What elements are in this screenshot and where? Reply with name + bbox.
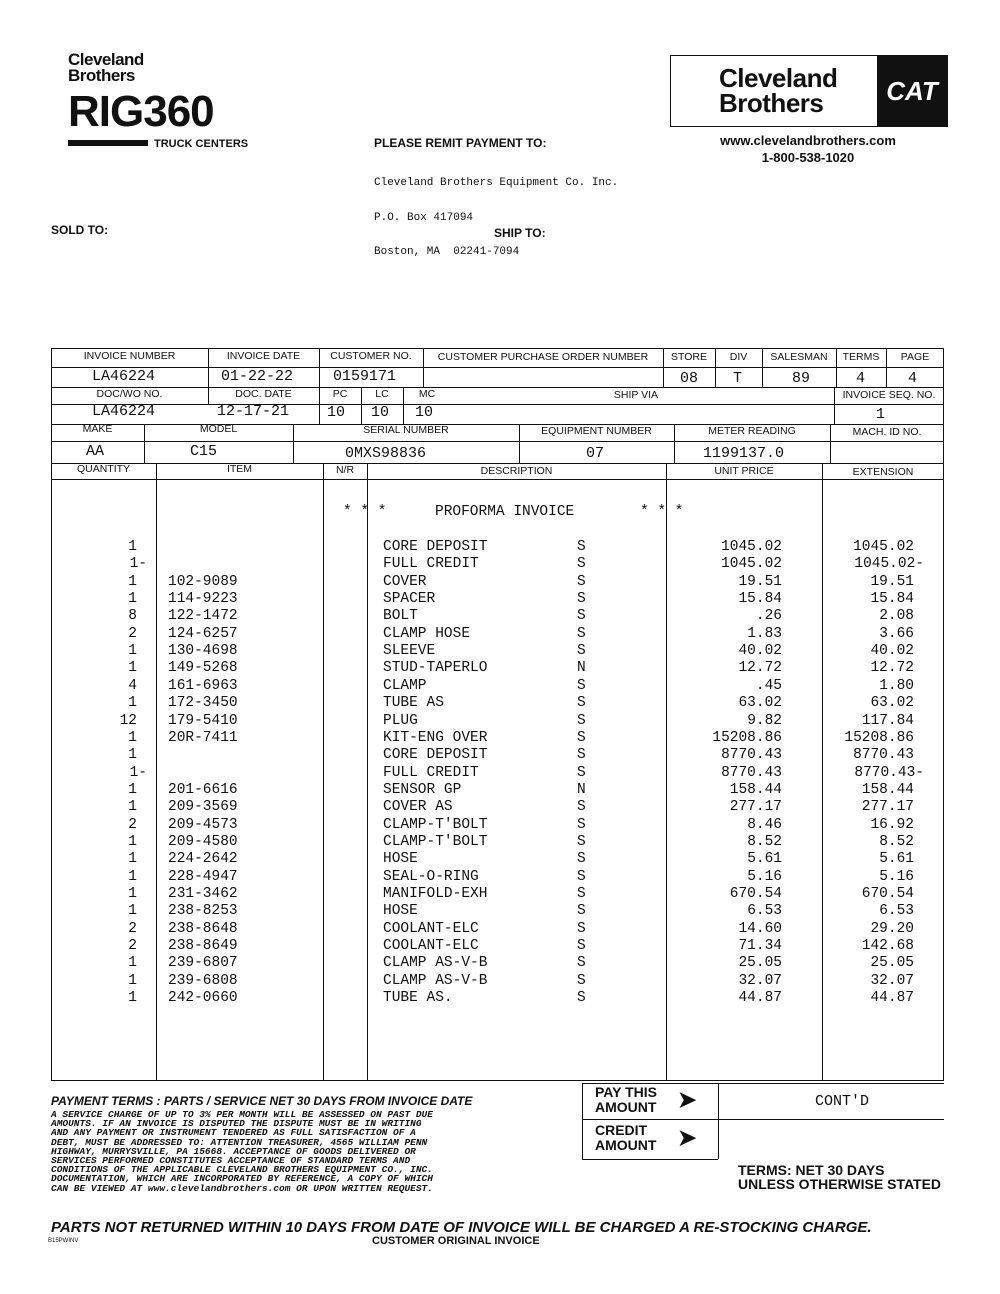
- hdr-customer-no: CUSTOMER NO.: [330, 350, 412, 362]
- line-extension: 16.92: [870, 816, 914, 833]
- hdr-pc: PC: [332, 388, 348, 400]
- line-extension: 5.61: [879, 851, 914, 868]
- line-item-number: 20R-7411: [168, 729, 238, 746]
- remit-line1: Cleveland Brothers Equipment Co. Inc.: [374, 177, 619, 189]
- line-quantity: 1: [128, 643, 137, 660]
- line-description: SPACER: [383, 591, 436, 608]
- hdr-store: STORE: [671, 351, 707, 363]
- line-extension: 142.68: [861, 938, 914, 955]
- terms-net: [738, 1163, 941, 1191]
- cat-logo-icon: CAT: [877, 56, 947, 126]
- line-extension: 40.02: [870, 643, 914, 660]
- line-item-number: 238-8253: [168, 903, 238, 920]
- payment-terms-title: PAYMENT TERMS : PARTS / SERVICE NET 30 DAYS FROM INVOICE DATE: [51, 1094, 473, 1108]
- line-extension: 8770.43: [853, 747, 914, 764]
- hdr-extension: EXTENSION: [852, 466, 914, 478]
- line-quantity: 1: [128, 781, 137, 798]
- line-unit-price: 15208.86: [712, 729, 782, 746]
- line-code: S: [577, 990, 586, 1007]
- line-code: S: [577, 608, 586, 625]
- line-description: PLUG: [383, 712, 418, 729]
- lc-value: 10: [371, 404, 390, 421]
- make-value: AA: [86, 443, 105, 460]
- line-description: CLAMP: [383, 677, 427, 694]
- credit-label: CREDIT: [595, 1122, 648, 1138]
- terms-line: SERVICES PERFORMED CONSTITUTES ACCEPTANCE OF STANDARD TERMS AND: [51, 1155, 411, 1167]
- line-extension: 670.54: [861, 886, 914, 902]
- invoice-seq-value: 1: [876, 406, 886, 423]
- line-item-number: 122-1472: [168, 608, 238, 625]
- line-description: HOSE: [383, 903, 418, 920]
- line-item-number: 102-9089: [168, 573, 238, 590]
- terms-net-line2: UNLESS OTHERWISE STATED: [738, 1176, 942, 1192]
- line-item-number: 161-6963: [168, 677, 238, 694]
- hdr-make: MAKE: [82, 423, 113, 435]
- line-quantity: 1: [128, 903, 137, 920]
- line-unit-price: 19.51: [738, 573, 782, 590]
- line-unit-price: 1045.02: [721, 539, 782, 555]
- line-unit-price: 8.46: [747, 816, 782, 833]
- line-item-number: 209-4580: [168, 833, 238, 850]
- line-extension: 1045.02-: [854, 556, 924, 573]
- line-extension: 44.87: [870, 990, 914, 1007]
- line-code: S: [577, 903, 586, 920]
- line-description: SEAL-O-RING: [383, 868, 479, 885]
- payment-terms-body: [51, 1110, 561, 1193]
- hdr-ship-via: SHIP VIA: [613, 389, 659, 401]
- hdr-customer-po: CUSTOMER PURCHASE ORDER NUMBER: [437, 351, 649, 363]
- line-description: CLAMP HOSE: [383, 625, 471, 642]
- banner-text: PROFORMA INVOICE: [435, 504, 575, 520]
- website: www.clevelandbrothers.com: [720, 133, 896, 148]
- hdr-invoice-date: INVOICE DATE: [226, 350, 301, 362]
- line-quantity: 1: [128, 833, 137, 850]
- terms-line: DEBT, MUST BE ADDRESSED TO: ATTENTION TREASURER, 4565 WILLIAM PENN: [51, 1136, 428, 1148]
- line-code: S: [577, 539, 586, 555]
- line-unit-price: 9.82: [747, 712, 782, 729]
- arrow-right-icon: ➤: [678, 1125, 697, 1150]
- line-quantity: 1: [128, 886, 137, 902]
- line-item-number: 172-3450: [168, 695, 238, 712]
- line-quantity: 1-: [129, 764, 147, 781]
- invoice-number-value: LA46224: [92, 368, 156, 385]
- serial-value: 0MXS98836: [345, 445, 427, 462]
- hdr-unit-price: UNIT PRICE: [714, 465, 774, 477]
- line-extension: 158.44: [861, 781, 914, 798]
- terms-line: DOCUMENTATION, WHICH ARE INCORPORATED BY REFERENCE, A COPY OF WHICH: [51, 1173, 433, 1185]
- line-unit-price: 25.05: [738, 955, 782, 972]
- line-description: STUD-TAPERLO: [383, 660, 488, 677]
- line-description: BOLT: [383, 608, 418, 625]
- terms-value: 4: [856, 370, 866, 387]
- hdr-lc: LC: [375, 388, 389, 400]
- line-code: S: [577, 764, 586, 781]
- line-description: CLAMP-T'BOLT: [383, 816, 488, 833]
- line-quantity: 1: [128, 955, 137, 972]
- customer-original-label: CUSTOMER ORIGINAL INVOICE: [372, 1235, 540, 1247]
- line-unit-price: 8770.43: [721, 747, 782, 764]
- pay-amount-value: CONT'D: [815, 1093, 870, 1110]
- line-item-number: 130-4698: [168, 643, 238, 660]
- line-unit-price: 12.72: [738, 660, 782, 677]
- line-code: S: [577, 643, 586, 660]
- sold-to-label: SOLD TO:: [51, 223, 109, 237]
- line-quantity: 12: [119, 712, 137, 729]
- cleveland-cat-logo: [670, 55, 948, 127]
- line-code: S: [577, 712, 586, 729]
- line-quantity: 2: [128, 816, 137, 833]
- line-item-number: 224-2642: [168, 851, 238, 868]
- logo-right-line2: Brothers: [719, 88, 824, 118]
- line-extension: 25.05: [870, 955, 914, 972]
- line-extension: 5.16: [879, 868, 914, 885]
- line-description: HOSE: [383, 851, 418, 868]
- store-value: 08: [680, 370, 699, 387]
- doc-date-value: 12-17-21: [217, 403, 290, 420]
- line-quantity: 1: [128, 573, 137, 590]
- line-code: S: [577, 573, 586, 590]
- banner-stars-right: * * *: [640, 504, 684, 520]
- line-quantity: 1: [128, 591, 137, 608]
- line-item-number: 179-5410: [168, 712, 238, 729]
- remit-line3: Boston, MA 02241-7094: [374, 246, 520, 258]
- arrow-right-icon: ➤: [678, 1087, 697, 1112]
- line-quantity: 2: [128, 920, 137, 937]
- line-description: COOLANT-ELC: [383, 938, 479, 955]
- ship-to-label: SHIP TO:: [494, 226, 546, 240]
- logo-left-line1: Cleveland: [68, 50, 144, 69]
- line-code: S: [577, 938, 586, 955]
- hdr-salesman: SALESMAN: [770, 351, 828, 363]
- line-description: CORE DEPOSIT: [383, 539, 488, 555]
- line-unit-price: 158.44: [729, 781, 782, 798]
- line-code: S: [577, 972, 586, 989]
- hdr-description: DESCRIPTION: [480, 465, 553, 477]
- line-unit-price: 32.07: [738, 972, 782, 989]
- line-description: TUBE AS.: [383, 990, 453, 1007]
- line-item-number: 209-3569: [168, 799, 238, 816]
- line-code: S: [577, 955, 586, 972]
- phone: 1-800-538-1020: [761, 150, 855, 165]
- line-description: CLAMP AS-V-B: [383, 972, 488, 989]
- line-unit-price: 5.16: [747, 868, 782, 885]
- line-quantity: 2: [128, 938, 137, 955]
- line-extension: 8.52: [879, 833, 914, 850]
- line-extension: 1045.02: [853, 539, 914, 555]
- hdr-page: PAGE: [900, 351, 930, 363]
- line-quantity: 2: [128, 625, 137, 642]
- line-code: N: [577, 781, 586, 798]
- hdr-doc-wo: DOC/WO NO.: [96, 388, 163, 400]
- doc-wo-value: LA46224: [92, 403, 156, 420]
- line-unit-price: 1045.02: [721, 556, 782, 573]
- line-description: CLAMP AS-V-B: [383, 955, 488, 972]
- line-quantity: 1: [128, 972, 137, 989]
- model-value: C15: [190, 443, 218, 460]
- line-item-number: 209-4573: [168, 816, 238, 833]
- line-unit-price: .26: [755, 608, 782, 625]
- line-quantity: 1: [128, 539, 137, 555]
- line-extension: 1.80: [879, 677, 914, 694]
- line-description: SENSOR GP: [383, 781, 462, 798]
- line-code: N: [577, 660, 586, 677]
- line-extension: 8770.43-: [854, 764, 924, 781]
- line-unit-price: 15.84: [738, 591, 782, 608]
- line-item-number: 239-6808: [168, 972, 238, 989]
- logo-left-sub: TRUCK CENTERS: [154, 138, 249, 150]
- line-item-number: 201-6616: [168, 781, 238, 798]
- line-item-number: 114-9223: [168, 591, 238, 608]
- line-quantity: 8: [128, 608, 137, 625]
- line-unit-price: 44.87: [738, 990, 782, 1007]
- line-unit-price: 63.02: [738, 695, 782, 712]
- logo-right-line1: Cleveland: [719, 63, 838, 93]
- line-description: COOLANT-ELC: [383, 920, 479, 937]
- customer-no-value: 0159171: [333, 368, 397, 385]
- amount-box: [582, 1083, 944, 1161]
- hdr-item: ITEM: [226, 463, 253, 475]
- line-extension: 19.51: [870, 573, 914, 590]
- invoice-date-value: 01-22-22: [221, 368, 294, 385]
- line-item-number: 231-3462: [168, 886, 238, 902]
- pc-value: 10: [327, 404, 346, 421]
- remit-address: [374, 155, 618, 270]
- mc-value: 10: [415, 404, 434, 421]
- line-code: S: [577, 868, 586, 885]
- logo-left-line2: Brothers: [68, 66, 135, 85]
- hdr-quantity: QUANTITY: [76, 463, 131, 475]
- line-extension: 15.84: [870, 591, 914, 608]
- line-unit-price: 40.02: [738, 643, 782, 660]
- line-quantity: 1-: [129, 556, 147, 573]
- line-unit-price: 277.17: [729, 799, 782, 816]
- line-description: COVER: [383, 573, 427, 590]
- line-code: S: [577, 799, 586, 816]
- logo-bar-icon: [68, 140, 148, 146]
- line-description: TUBE AS: [383, 695, 444, 712]
- line-code: S: [577, 851, 586, 868]
- line-description: FULL CREDIT: [383, 764, 479, 781]
- line-description: CORE DEPOSIT: [383, 747, 488, 764]
- line-code: S: [577, 816, 586, 833]
- meter-value: 1199137.0: [703, 445, 785, 462]
- hdr-model: MODEL: [199, 423, 238, 435]
- line-code: S: [577, 591, 586, 608]
- terms-line: A SERVICE CHARGE OF UP TO 3% PER MONTH WILL BE ASSESSED ON PAST DUE: [51, 1109, 433, 1120]
- line-item-number: 238-8649: [168, 938, 238, 955]
- pay-this-label: PAY THIS: [595, 1084, 657, 1100]
- terms-line: CONDITIONS OF THE APPLICABLE CLEVELAND BROTHERS EQUIPMENT CO., INC.: [51, 1164, 433, 1176]
- line-description: KIT-ENG OVER: [383, 729, 488, 746]
- hdr-terms: TERMS: [842, 351, 880, 363]
- line-code: S: [577, 886, 586, 902]
- remit-label: PLEASE REMIT PAYMENT TO:: [374, 136, 547, 150]
- hdr-invoice-number: INVOICE NUMBER: [83, 350, 176, 362]
- line-unit-price: 5.61: [747, 851, 782, 868]
- line-quantity: 1: [128, 990, 137, 1007]
- hdr-doc-date: DOC. DATE: [235, 388, 292, 400]
- line-unit-price: 71.34: [738, 938, 782, 955]
- line-item-number: 242-0660: [168, 990, 238, 1007]
- remit-line2: P.O. Box 417094: [374, 211, 474, 224]
- line-unit-price: 8770.43: [721, 764, 782, 781]
- line-extension: 2.08: [879, 608, 914, 625]
- restock-notice: PARTS NOT RETURNED WITHIN 10 DAYS FROM DATE OF INVOICE WILL BE CHARGED A RE-STOCKING CHARGE.: [51, 1219, 872, 1236]
- line-description: FULL CREDIT: [383, 556, 479, 573]
- div-value: T: [733, 370, 743, 387]
- line-extension: 12.72: [870, 660, 914, 677]
- line-quantity: 1: [128, 851, 137, 868]
- line-description: MANIFOLD-EXH: [383, 886, 488, 902]
- line-unit-price: 670.54: [729, 886, 782, 902]
- line-item-number: 124-6257: [168, 625, 238, 642]
- line-unit-price: 1.83: [747, 625, 782, 642]
- line-quantity: 1: [128, 747, 137, 764]
- hdr-mc: MC: [418, 388, 436, 400]
- line-code: S: [577, 920, 586, 937]
- payment-terms: [51, 1094, 561, 1193]
- logo-left-brand: RIG360: [68, 87, 214, 136]
- line-unit-price: .45: [755, 677, 782, 694]
- line-quantity: 1: [128, 799, 137, 816]
- line-code: S: [577, 833, 586, 850]
- form-code: B15PWINV: [48, 1238, 79, 1244]
- line-item-number: 228-4947: [168, 868, 238, 885]
- hdr-div: DIV: [729, 351, 748, 363]
- terms-line: AMOUNTS. IF AN INVOICE IS DISPUTED THE DISPUTE MUST BE IN WRITING: [51, 1118, 422, 1130]
- line-code: S: [577, 677, 586, 694]
- line-quantity: 1: [128, 729, 137, 746]
- hdr-equipment: EQUIPMENT NUMBER: [541, 425, 652, 437]
- page-value: 4: [908, 370, 918, 387]
- terms-line: CAN BE VIEWED AT www.clevelandbrothers.com OR UPON WRITTEN REQUEST.: [51, 1182, 433, 1194]
- hdr-mach-id: MACH. ID NO.: [852, 426, 922, 438]
- line-code: S: [577, 695, 586, 712]
- credit-amount-label: AMOUNT: [595, 1137, 657, 1153]
- line-item-number: 149-5268: [168, 660, 238, 677]
- line-item-number: 239-6807: [168, 955, 238, 972]
- rig360-logo: [68, 52, 258, 162]
- line-extension: 15208.86: [844, 729, 914, 746]
- line-extension: 6.53: [879, 903, 914, 920]
- line-quantity: 4: [128, 677, 137, 694]
- line-extension: 29.20: [870, 920, 914, 937]
- hdr-nr: N/R: [335, 464, 355, 476]
- salesman-value: 89: [792, 370, 811, 387]
- line-quantity: 1: [128, 868, 137, 885]
- line-unit-price: 14.60: [738, 920, 782, 937]
- line-code: S: [577, 625, 586, 642]
- equipment-value: 07: [586, 445, 605, 462]
- line-extension: 63.02: [870, 695, 914, 712]
- banner-stars-left: * * *: [343, 504, 387, 520]
- line-extension: 277.17: [861, 799, 914, 816]
- hdr-meter: METER READING: [708, 425, 796, 437]
- terms-net-line1: TERMS: NET 30 DAYS: [738, 1162, 885, 1178]
- line-description: CLAMP-T'BOLT: [383, 833, 488, 850]
- line-description: COVER AS: [383, 799, 453, 816]
- line-code: S: [577, 747, 586, 764]
- line-extension: 3.66: [879, 625, 914, 642]
- line-description: SLEEVE: [383, 643, 436, 660]
- line-quantity: 1: [128, 660, 137, 677]
- line-extension: 117.84: [861, 712, 914, 729]
- line-unit-price: 6.53: [747, 903, 782, 920]
- terms-line: AND ANY PAYMENT OR INSTRUMENT TENDERED AS FULL SATISFACTION OF A: [51, 1127, 416, 1139]
- pay-this-amount-label: AMOUNT: [595, 1099, 657, 1115]
- line-item-number: 238-8648: [168, 920, 238, 937]
- contact-info: [670, 132, 946, 166]
- line-unit-price: 8.52: [747, 833, 782, 850]
- line-quantity: 1: [128, 695, 137, 712]
- hdr-serial: SERIAL NUMBER: [363, 424, 449, 436]
- line-code: S: [577, 556, 586, 573]
- hdr-invoice-seq: INVOICE SEQ. NO.: [842, 389, 936, 401]
- line-extension: 32.07: [870, 972, 914, 989]
- terms-line: HIGHWAY, MURRYSVILLE, PA 15668. ACCEPTANCE OF GOODS DELIVERED OR: [51, 1145, 416, 1157]
- line-code: S: [577, 729, 586, 746]
